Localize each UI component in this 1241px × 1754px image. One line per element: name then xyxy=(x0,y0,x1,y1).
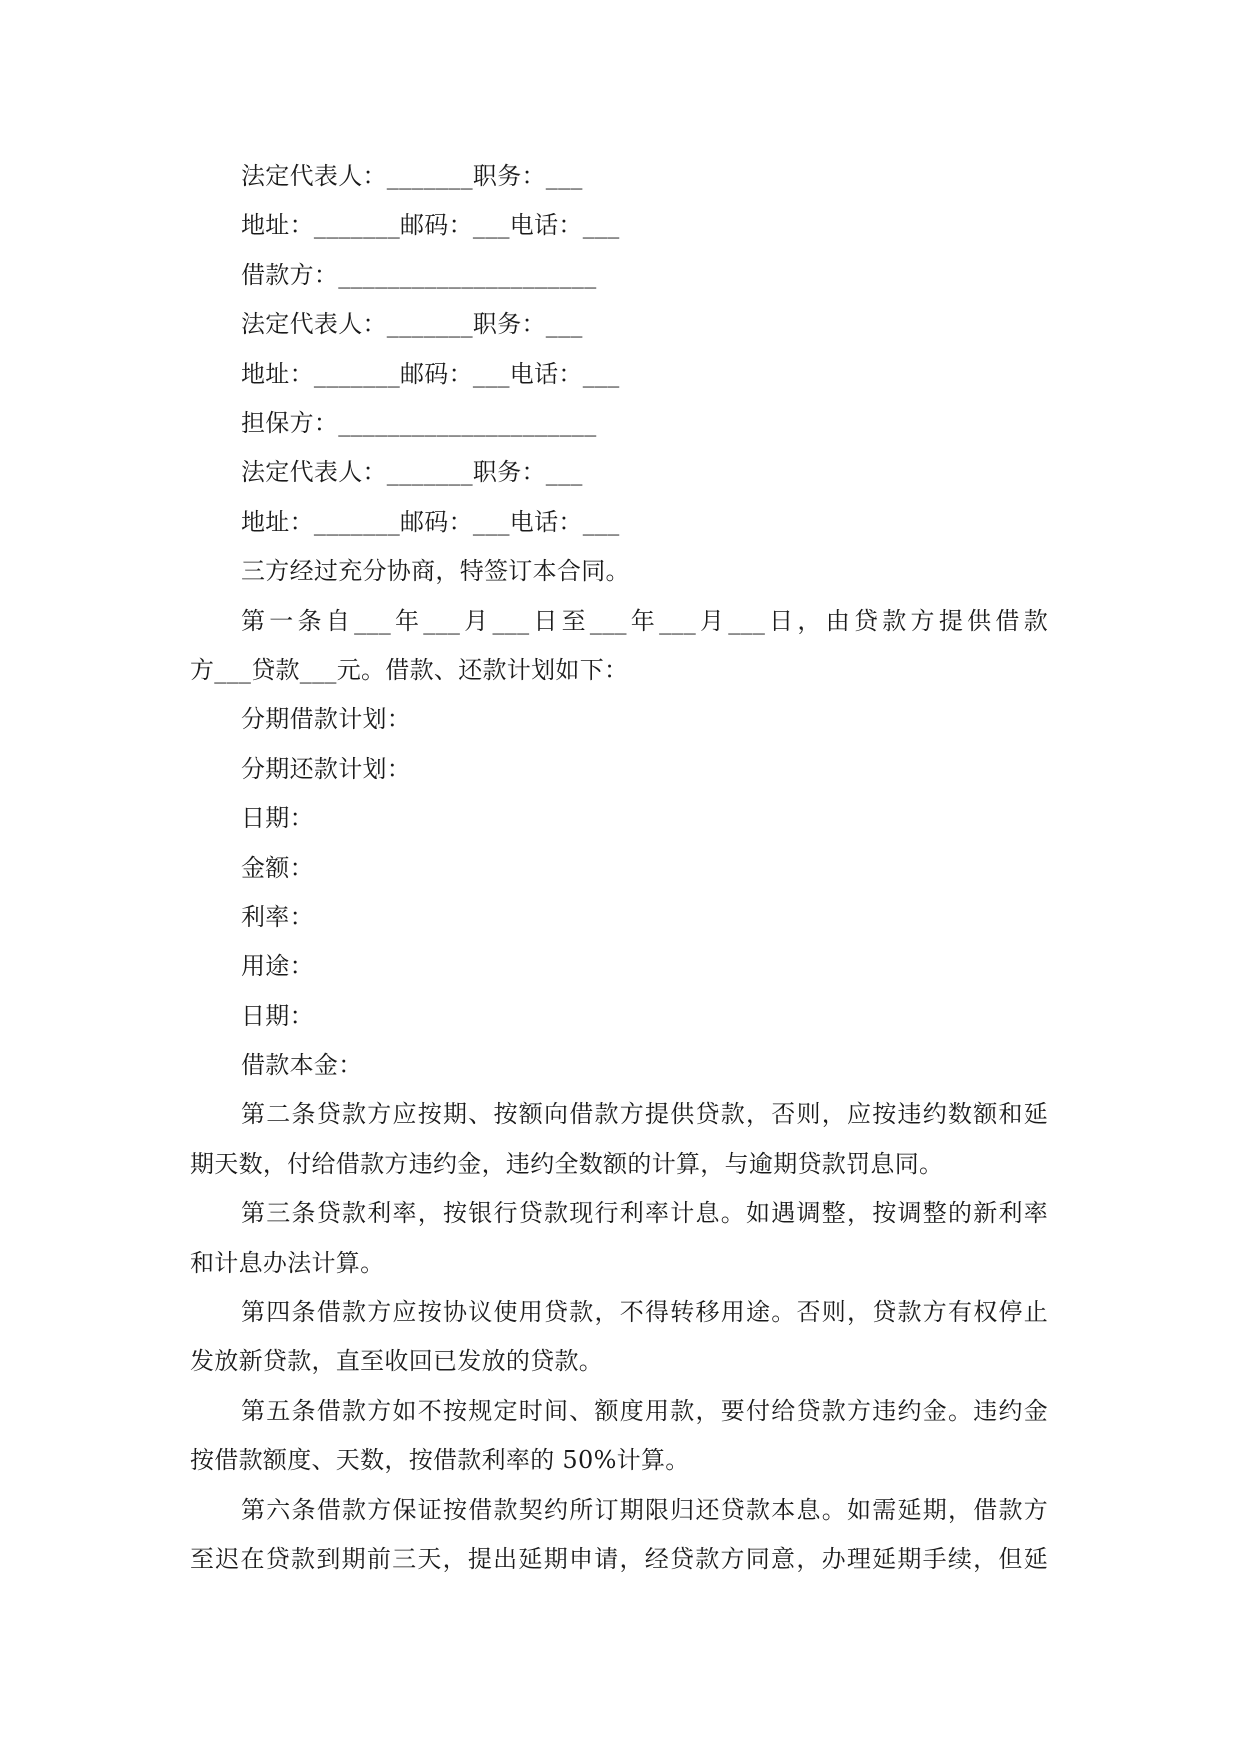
article-1-row-1: 第一条自___年___月___日至___年___月___日，由贷款方提供借款 xyxy=(241,606,1048,635)
lender-legal-rep-line: 法定代表人：_______职务：___ xyxy=(241,162,583,190)
article-4-row-1: 第四条借款方应按协议使用贷款，不得转移用途。否则，贷款方有权停止 xyxy=(241,1298,1048,1327)
plan-rate-label: 利率： xyxy=(241,902,314,931)
plan-principal-label: 借款本金： xyxy=(241,1051,363,1080)
article-5-row-1: 第五条借款方如不按规定时间、额度用款，要付给贷款方违约金。违约金 xyxy=(241,1396,1048,1425)
article-3-row-2: 和计息办法计算。 xyxy=(190,1248,385,1277)
borrower-address-line: 地址：_______邮码：___电话：___ xyxy=(241,359,620,388)
article-3-row-1: 第三条贷款利率，按银行贷款现行利率计息。如遇调整，按调整的新利率 xyxy=(241,1199,1048,1228)
article-6-row-1: 第六条借款方保证按借款契约所订期限归还贷款本息。如需延期，借款方 xyxy=(241,1495,1048,1524)
article-2 xyxy=(190,1090,1048,1189)
article-1 xyxy=(190,597,1048,696)
guarantor-line: 担保方：_____________________ xyxy=(241,408,597,437)
plan-purpose-label: 用途： xyxy=(241,952,314,981)
agreement-statement: 三方经过充分协商，特签订本合同。 xyxy=(241,557,630,586)
article-6 xyxy=(190,1486,1048,1585)
installment-repayment-plan: 分期还款计划： xyxy=(241,754,412,783)
article-4 xyxy=(190,1288,1048,1387)
article-4-row-2: 发放新贷款，直至收回已发放的贷款。 xyxy=(190,1347,604,1376)
article-6-row-2: 至迟在贷款到期前三天，提出延期申请，经贷款方同意，办理延期手续，但延 xyxy=(190,1545,1048,1574)
installment-borrowing-plan: 分期借款计划： xyxy=(241,705,412,734)
article-1-row-2: 方___贷款___元。借款、还款计划如下： xyxy=(190,655,629,684)
contract-body xyxy=(190,152,1048,1585)
article-2-row-2: 期天数，付给借款方违约金，违约全数额的计算，与逾期贷款罚息同。 xyxy=(190,1149,944,1178)
borrower-legal-rep-line: 法定代表人：_______职务：___ xyxy=(241,310,583,339)
plan-date-label: 日期： xyxy=(241,804,314,833)
plan-amount-label: 金额： xyxy=(241,853,314,882)
article-5-row-2: 按借款额度、天数，按借款利率的 50%计算。 xyxy=(190,1446,690,1475)
borrower-line: 借款方：_____________________ xyxy=(241,260,597,289)
article-3 xyxy=(190,1189,1048,1288)
article-5 xyxy=(190,1387,1048,1486)
plan-date-label-2: 日期： xyxy=(241,1001,314,1030)
guarantor-address-line: 地址：_______邮码：___电话：___ xyxy=(241,507,620,536)
lender-address-line: 地址：_______邮码：___电话：___ xyxy=(241,211,620,240)
article-2-row-1: 第二条贷款方应按期、按额向借款方提供贷款，否则，应按违约数额和延 xyxy=(241,1100,1048,1129)
guarantor-legal-rep-line: 法定代表人：_______职务：___ xyxy=(241,458,583,487)
